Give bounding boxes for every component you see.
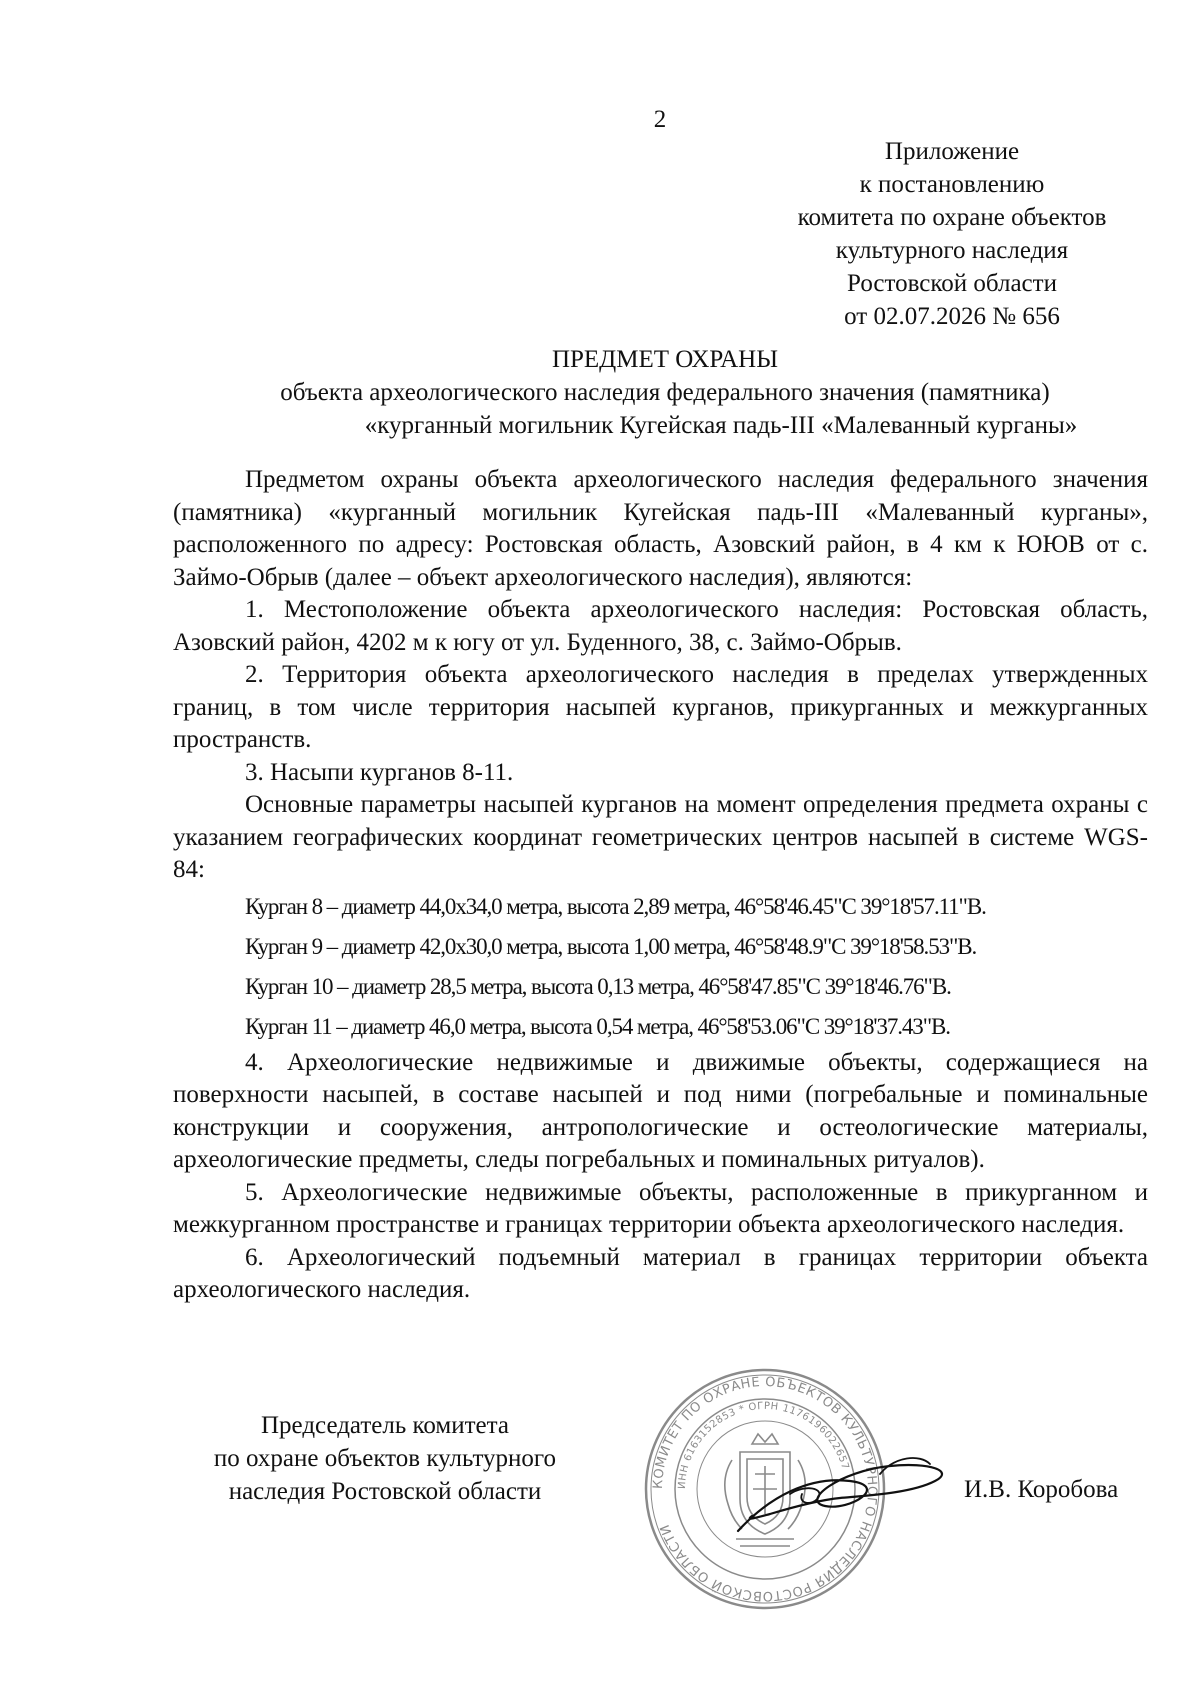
intro-paragraph: Предметом охраны объекта археологического наследия федерального значения (памятника) «курганный могильник Кугейская падь-III «Малеванный курганы», расположенного по адресу: Ростовская область, Азовский район, в 4 км к ЮЮВ от с. Займо-Обрыв (далее – объект археологического наследия), являются:	[173, 466, 1148, 591]
appendix-date-number: от 02.07.2026 № 656	[844, 303, 1060, 330]
kurgan-line: Курган 10 – диаметр 28,5 метра, высота 0,13 метра, 46°58'47.85"С 39°18'46.76"В.	[245, 973, 951, 999]
object-name: «курганный могильник Кугейская падь-III «Малеванный курганы»	[364, 412, 1078, 439]
kurgan-line: Курган 9 – диаметр 42,0х30,0 метра, высота 1,00 метра, 46°58'48.9"С 39°18'58.53"В.	[245, 933, 977, 959]
item-territory: 2. Территория объекта археологического наследия в пределах утвержденных границ, в том числе территория насыпей курганов, прикурганных и межкурганных пространств.	[173, 661, 1148, 753]
signer-name: И.В. Коробова	[964, 1476, 1119, 1503]
appendix-header	[752, 135, 1152, 333]
item-immovable-objects: 5. Археологические недвижимые объекты, расположенные в прикурганном и межкурганном пространстве и границах территории объекта археологического наследия.	[173, 1178, 1148, 1238]
document-heading	[170, 343, 1160, 442]
appendix-line: культурного наследия	[835, 237, 1069, 264]
document-body	[173, 464, 1148, 1307]
page-number: 2	[653, 106, 667, 133]
appendix-line: комитета по охране объектов	[797, 204, 1107, 231]
svg-text:КОМИТЕТ ПО ОХРАНЕ ОБЪЕКТОВ КУЛ: КОМИТЕТ ПО ОХРАНЕ ОБЪЕКТОВ КУЛЬТУРНОГО НАСЛЕДИЯ РОСТОВСКОЙ ОБЛАСТИ	[650, 1374, 880, 1604]
appendix-line: Приложение	[884, 138, 1020, 165]
svg-text:ИНН 6163152853 * ОГРН 11761960: ИНН 6163152853 * ОГРН 1176196022657	[676, 1400, 851, 1490]
item-location: 1. Местоположение объекта археологического наследия: Ростовская область, Азовский район, 4202 м к югу от ул. Буденного, 38, с. Займо-Обрыв.	[173, 596, 1148, 656]
signatory-position-line: по охране объектов культурного	[213, 1445, 557, 1472]
signatory-position-line: Председатель комитета	[261, 1412, 509, 1439]
appendix-line: к постановлению	[859, 171, 1045, 198]
kurgan-line: Курган 11 – диаметр 46,0 метра, высота 0,54 метра, 46°58'53.06"С 39°18'37.43"В.	[245, 1013, 950, 1039]
parameters-paragraph: Основные параметры насыпей курганов на момент определения предмета охраны с указанием географических координат геометрических центров насыпей в системе WGS-84:	[173, 791, 1148, 883]
handwritten-signature	[730, 1436, 960, 1556]
appendix-line: Ростовской области	[847, 270, 1057, 297]
kurgan-line: Курган 8 – диаметр 44,0х34,0 метра, высота 2,89 метра, 46°58'46.45"С 39°18'57.11"В.	[245, 893, 986, 919]
item-surface-material: 6. Археологический подъемный материал в границах территории объекта археологического наследия.	[173, 1243, 1148, 1303]
document-subtitle: объекта археологического наследия федерального значения (памятника)	[280, 379, 1050, 406]
document-title: ПРЕДМЕТ ОХРАНЫ	[551, 346, 779, 373]
signatory-position-line: наследия Ростовской области	[228, 1478, 542, 1505]
signatory-position	[170, 1409, 600, 1508]
item-mounds: 3. Насыпи курганов 8-11.	[245, 758, 514, 786]
item-archaeological-objects: 4. Археологические недвижимые и движимые объекты, содержащиеся на поверхности насыпей, в составе насыпей и под ними (погребальные и поминальные конструкции и сооружения, антропологические и остеологические материалы, археологические предметы, следы погребальных и поминальных ритуалов).	[173, 1048, 1148, 1173]
